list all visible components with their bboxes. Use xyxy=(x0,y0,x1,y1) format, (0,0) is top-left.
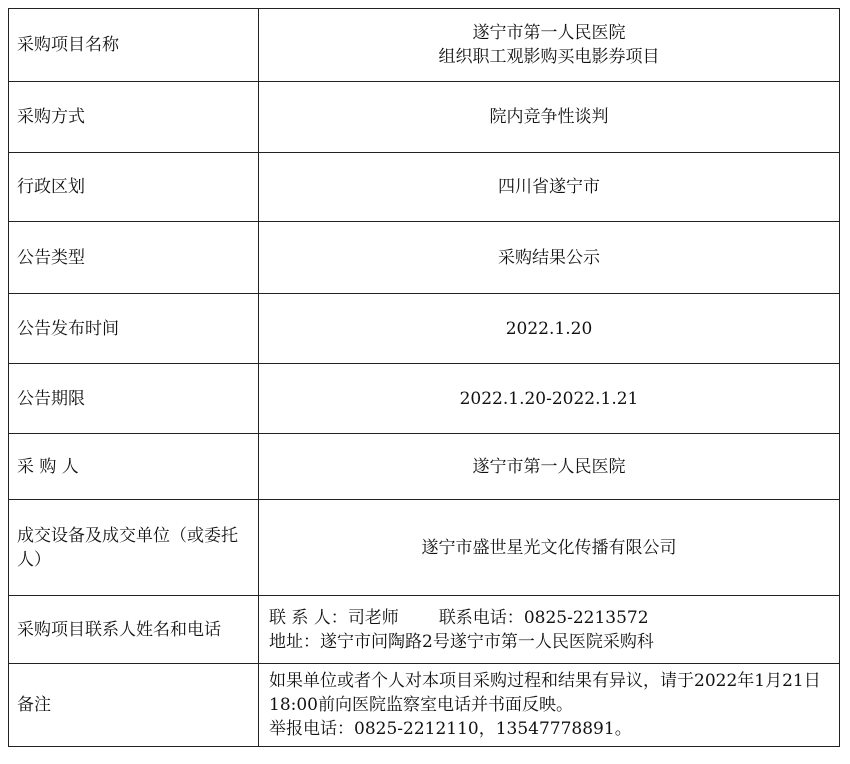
project-name-line-1: 遂宁市第一人民医院 xyxy=(472,23,626,43)
contact-line-1 xyxy=(269,606,831,630)
purchaser-value: 遂宁市第一人民医院 xyxy=(259,434,840,500)
procurement-notice-table xyxy=(8,8,840,747)
table-row xyxy=(9,434,840,500)
row-label-project-name: 采购项目名称 xyxy=(9,9,259,82)
publish-time-value: 2022.1.20 xyxy=(259,294,840,364)
table-row xyxy=(9,596,840,664)
table-row xyxy=(9,82,840,153)
contact-line-2 xyxy=(269,630,831,654)
table-row xyxy=(9,222,840,294)
winning-bidder-value: 遂宁市盛世星光文化传播有限公司 xyxy=(259,500,840,596)
table-row xyxy=(9,664,840,747)
row-label-notice-period: 公告期限 xyxy=(9,364,259,434)
row-label-method: 采购方式 xyxy=(9,82,259,153)
row-label-notice-type: 公告类型 xyxy=(9,222,259,294)
table-row xyxy=(9,364,840,434)
remarks-note: 如果单位或者个人对本项目采购过程和结果有异议，请于2022年1月21日18:00前向医院监察室电话并书面反映。 xyxy=(269,671,821,715)
row-label-remarks: 备注 xyxy=(9,664,259,747)
notice-period-value: 2022.1.20-2022.1.21 xyxy=(259,364,840,434)
notice-type-value: 采购结果公示 xyxy=(259,222,840,294)
remarks-report-phone: 举报电话：0825-2212110，13547778891。 xyxy=(269,719,632,739)
table-row xyxy=(9,9,840,82)
contact-value xyxy=(259,596,840,664)
contact-person-label: 联 系 人： xyxy=(269,607,348,628)
table-row xyxy=(9,153,840,222)
row-label-region: 行政区划 xyxy=(9,153,259,222)
contact-phone-label: 联系电话： xyxy=(438,607,524,628)
project-name-line-2: 组织职工观影购买电影券项目 xyxy=(438,47,660,67)
row-label-winning-bidder: 成交设备及成交单位（或委托人） xyxy=(9,500,259,596)
project-name-value xyxy=(259,9,840,82)
method-value: 院内竞争性谈判 xyxy=(259,82,840,153)
row-label-purchaser: 采 购 人 xyxy=(9,434,259,500)
row-label-publish-time: 公告发布时间 xyxy=(9,294,259,364)
address-value: 遂宁市问陶路2号遂宁市第一人民医院采购科 xyxy=(320,631,654,652)
contact-phone: 0825-2213572 xyxy=(523,607,649,628)
contact-person: 司老师 xyxy=(347,607,399,628)
remarks-value xyxy=(259,664,840,747)
table-row xyxy=(9,500,840,596)
address-label: 地址： xyxy=(269,631,320,652)
table-row xyxy=(9,294,840,364)
row-label-contact: 采购项目联系人姓名和电话 xyxy=(9,596,259,664)
region-value: 四川省遂宁市 xyxy=(259,153,840,222)
